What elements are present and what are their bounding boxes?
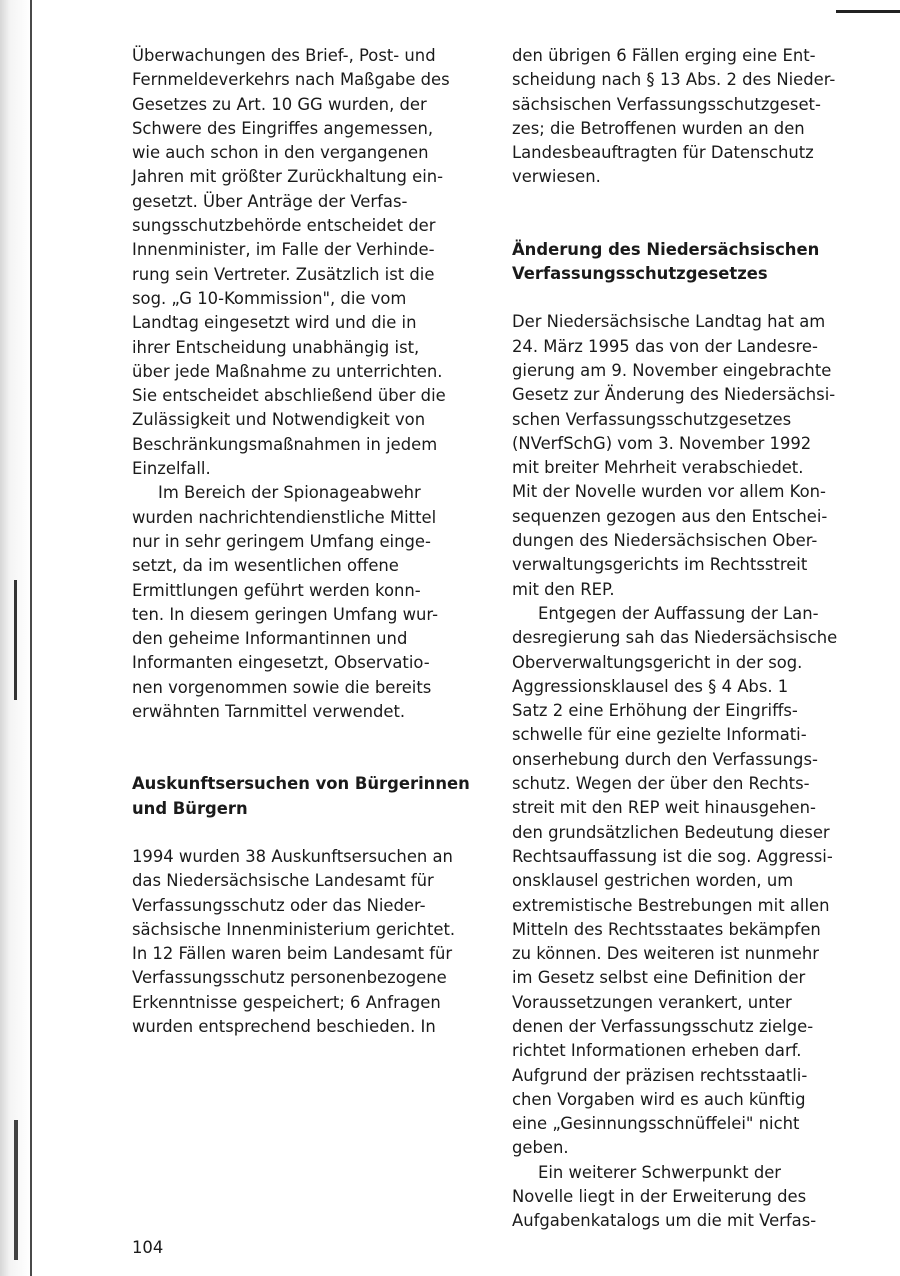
section-heading-law-amendment (512, 238, 874, 287)
right-column (512, 44, 874, 1234)
text-line: Entgegen der Auffassung der Lan- (538, 603, 819, 623)
scan-binding-mark (14, 580, 17, 700)
text-line: chen Vorgaben wird es auch künftig (512, 1089, 806, 1109)
text-line: schwelle für eine gezielte Informati- (512, 725, 807, 745)
text-line: ihrer Entscheidung unabhängig ist, (132, 337, 420, 357)
paragraph-landtag-decision (512, 310, 874, 602)
text-line: zu können. Des weiteren ist nunmehr (512, 944, 819, 964)
text-line: (NVerfSchG) vom 3. November 1992 (512, 433, 812, 453)
section-spacer (512, 286, 874, 310)
text-line: verwiesen. (512, 167, 601, 187)
section-spacer (512, 190, 874, 238)
text-line: zes; die Betroffenen wurden an den (512, 118, 805, 138)
section-spacer (132, 724, 492, 772)
text-line: Ein weiterer Schwerpunkt der (538, 1162, 782, 1182)
text-line: nur in sehr geringem Umfang einge- (132, 531, 431, 551)
text-line: Mit der Novelle wurden vor allem Kon- (512, 482, 826, 502)
text-line: gesetzt. Über Anträge der Verfas- (132, 191, 408, 211)
text-line: Einzelfall. (132, 459, 211, 479)
text-line: gierung am 9. November eingebrachte (512, 360, 832, 380)
text-line: mit breiter Mehrheit verabschiedet. (512, 458, 804, 478)
text-line: scheidung nach § 13 Abs. 2 des Nieder- (512, 70, 836, 90)
text-line: Informanten eingesetzt, Observatio- (132, 653, 430, 673)
text-line: erwähnten Tarnmittel verwendet. (132, 702, 406, 722)
text-line: den geheime Informantinnen und (132, 629, 408, 649)
text-line: 1994 wurden 38 Auskunftsersuchen an (132, 846, 453, 866)
text-line: Rechtsauffassung ist die sog. Aggressi- (512, 846, 833, 866)
text-line: Voraussetzungen verankert, unter (512, 992, 792, 1012)
text-line: Aggressionsklausel des § 4 Abs. 1 (512, 676, 789, 696)
text-line: Landesbeauftragten für Datenschutz (512, 143, 814, 163)
text-line: desregierung sah das Niedersächsische (512, 628, 838, 648)
text-line: schen Verfassungsschutzgesetzes (512, 409, 792, 429)
text-line: schutz. Wegen der über den Rechts- (512, 774, 810, 794)
text-line: sungsschutzbehörde entscheidet der (132, 216, 436, 236)
text-line: rung sein Vertreter. Zusätzlich ist die (132, 264, 435, 284)
text-line: das Niedersächsische Landesamt für (132, 871, 434, 891)
text-line: Landtag eingesetzt wird und die in (132, 313, 417, 333)
text-line: setzt, da im wesentlichen offene (132, 556, 399, 576)
text-line: den übrigen 6 Fällen erging eine Ent- (512, 46, 816, 65)
text-line: onserhebung durch den Verfassungs- (512, 749, 818, 769)
section-spacer (132, 821, 492, 845)
text-line: wie auch schon in den vergangenen (132, 143, 429, 163)
text-line: verwaltungsgerichts im Rechtsstreit (512, 555, 808, 575)
text-line: Mitteln des Rechtsstaates bekämpfen (512, 919, 821, 939)
text-line: 24. März 1995 das von der Landesre- (512, 336, 818, 356)
text-line: Satz 2 eine Erhöhung der Eingriffs- (512, 701, 798, 721)
text-line: Beschränkungsmaßnahmen in jedem (132, 434, 438, 454)
scan-binding-mark (14, 1120, 18, 1260)
text-line: Verfassungsschutzgesetzes (512, 264, 768, 284)
text-line: Ermittlungen geführt werden konn- (132, 580, 421, 600)
text-line: denen der Verfassungsschutz zielge- (512, 1016, 814, 1036)
text-line: streit mit den REP weit hinausgehen- (512, 798, 816, 818)
text-line: und Bürgern (132, 798, 248, 818)
text-line: Zulässigkeit und Notwendigkeit von (132, 410, 426, 430)
scan-corner-mark (836, 10, 900, 13)
text-line: Gesetzes zu Art. 10 GG wurden, der (132, 94, 427, 114)
paragraph-remaining-cases (512, 44, 874, 190)
text-line: dungen des Niedersächsischen Ober- (512, 531, 818, 551)
paragraph-aggression-clause (512, 602, 874, 1161)
text-line: In 12 Fällen waren beim Landesamt für (132, 944, 453, 964)
page-number: 104 (132, 1238, 164, 1257)
text-line: extremistische Bestrebungen mit allen (512, 895, 830, 915)
paragraph-task-catalogue (512, 1161, 874, 1234)
text-line: Der Niedersächsische Landtag hat am (512, 312, 826, 332)
text-line: im Gesetz selbst eine Definition der (512, 968, 806, 988)
text-line: Aufgabenkatalogs um die mit Verfas- (512, 1211, 817, 1231)
text-line: onsklausel gestrichen worden, um (512, 871, 794, 891)
text-line: ten. In diesem geringen Umfang wur- (132, 604, 439, 624)
text-line: Überwachungen des Brief-, Post- und (132, 46, 436, 65)
text-line: Verfassungsschutz oder das Nieder- (132, 895, 426, 915)
text-line: richtet Informationen erheben darf. (512, 1041, 802, 1061)
text-line: sächsische Innenministerium gerichtet. (132, 919, 456, 939)
text-line: Sie entscheidet abschließend über die (132, 386, 446, 406)
text-line: eine „Gesinnungsschnüffelei" nicht (512, 1114, 800, 1134)
text-line: Jahren mit größter Zurückhaltung ein- (132, 167, 444, 187)
paragraph-information-requests (132, 845, 492, 1039)
text-line: Schwere des Eingriffes angemessen, (132, 118, 434, 138)
text-line: Erkenntnisse gespeichert; 6 Anfragen (132, 992, 441, 1012)
text-line: Gesetz zur Änderung des Niedersächsi- (512, 385, 836, 405)
text-line: wurden entsprechend beschieden. In (132, 1016, 436, 1036)
text-line: wurden nachrichtendienstliche Mittel (132, 507, 437, 527)
text-line: Novelle liegt in der Erweiterung des (512, 1187, 807, 1207)
paragraph-g10-surveillance (132, 44, 492, 481)
text-line: Fernmeldeverkehrs nach Maßgabe des (132, 70, 450, 90)
text-line: den grundsätzlichen Bedeutung dieser (512, 822, 830, 842)
scan-binding-line (30, 0, 32, 1276)
text-line: geben. (512, 1138, 569, 1158)
scan-binding-edge (0, 0, 38, 1276)
section-heading-information-requests (132, 772, 492, 821)
text-line: Änderung des Niedersächsischen (512, 239, 820, 259)
text-line: über jede Maßnahme zu unterrichten. (132, 361, 443, 381)
text-line: Oberverwaltungsgericht in der sog. (512, 652, 803, 672)
paragraph-counterespionage (132, 481, 492, 724)
text-line: Im Bereich der Spionageabwehr (158, 483, 421, 503)
text-line: mit den REP. (512, 579, 615, 599)
text-line: sequenzen gezogen aus den Entschei- (512, 506, 828, 526)
text-line: Auskunftsersuchen von Bürgerinnen (132, 774, 470, 794)
text-line: Aufgrund der präzisen rechtsstaatli- (512, 1065, 808, 1085)
text-line: Verfassungsschutz personenbezogene (132, 968, 447, 988)
text-line: Innenminister, im Falle der Verhinde- (132, 240, 435, 260)
text-line: nen vorgenommen sowie die bereits (132, 677, 432, 697)
text-line: sog. „G 10-Kommission", die vom (132, 288, 407, 308)
left-column (132, 44, 492, 1039)
text-line: sächsischen Verfassungsschutzgeset- (512, 94, 821, 114)
